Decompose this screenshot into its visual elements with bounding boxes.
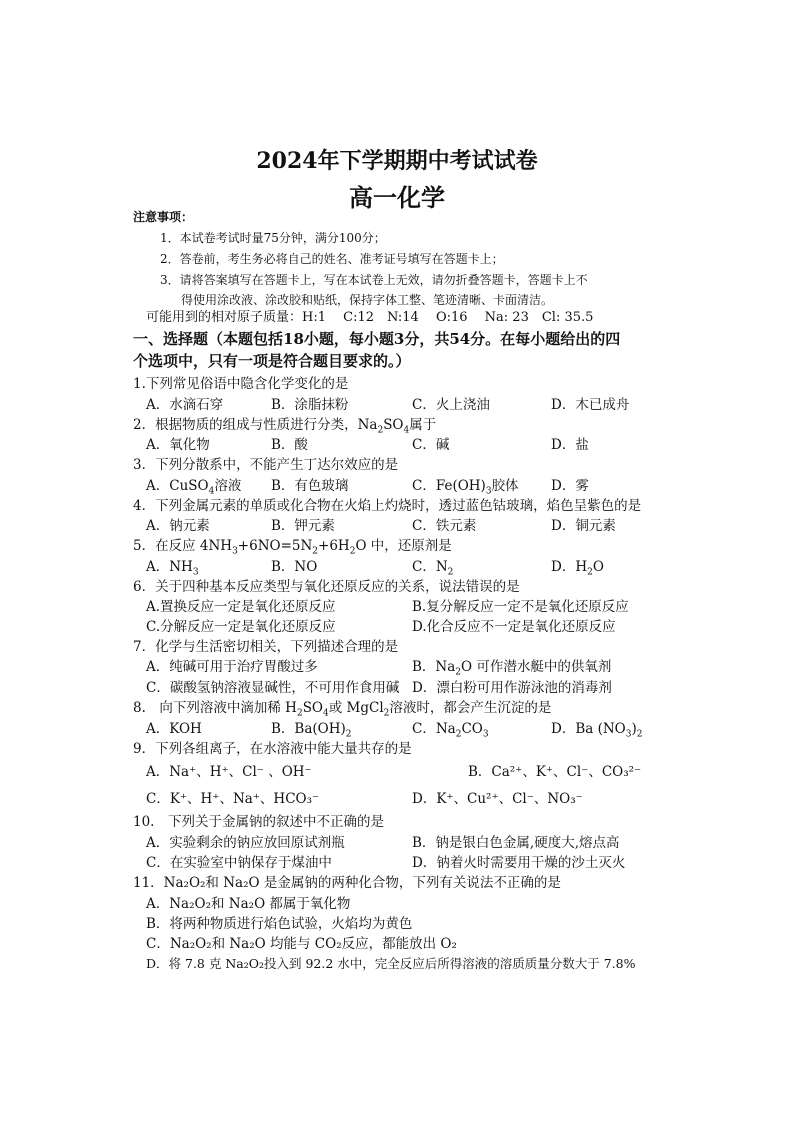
q9-option-a: A．Na⁺、H⁺、Cl⁻ 、OH⁻ xyxy=(146,764,312,780)
q3-option-b: B．有色玻璃 xyxy=(271,478,349,494)
q1-option-b: B．涂脂抹粉 xyxy=(271,397,349,413)
notice-item-2: 2．答卷前，考生务必将自己的姓名、准考证号填写在答题卡上； xyxy=(160,252,504,266)
q4-option-a: A．钠元素 xyxy=(146,518,210,534)
q5-option-d: D．$H_2O$ xyxy=(551,559,604,578)
q6-option-a: A.置换反应一定是氧化还原反应 xyxy=(146,599,336,615)
q3-stem: 3．下列分散系中，不能产生丁达尔效应的是 xyxy=(133,457,399,473)
exam-subject: 高一化学 xyxy=(349,183,445,212)
q5-stem: 5．在反应 $4NH_3+6NO=5N_2+6H_2O$ 中，还原剂是 xyxy=(133,538,452,557)
q4-option-b: B．钾元素 xyxy=(271,518,335,534)
q7-option-b: B．$Na_2O$ 可作潜水艇中的供氧剂 xyxy=(412,659,612,678)
q10-option-a: A．实验剩余的钠应放回原试剂瓶 xyxy=(146,835,345,851)
q6-option-d: D.化合反应不一定是氧化还原反应 xyxy=(412,619,616,635)
q11-option-c: C．Na₂O₂和 Na₂O 均能与 CO₂反应，都能放出 O₂ xyxy=(146,936,457,952)
q6-option-c: C.分解反应一定是氧化还原反应 xyxy=(146,619,336,635)
atomic-mass: 可能用到的相对原子质量：H:1 C:12 N:14 O:16 Na: 23 Cl: 35.5 xyxy=(146,310,594,325)
notice-label: 注意事项： xyxy=(133,210,194,224)
q3-option-d: D．雾 xyxy=(551,478,589,494)
q4-stem: 4．下列金属元素的单质或化合物在火焰上灼烧时，透过蓝色钴玻璃，焰色呈紫色的是 xyxy=(133,498,642,514)
q6-option-b: B.复分解反应一定不是氧化还原反应 xyxy=(412,599,629,615)
q3-option-c: C．$Fe(OH)_3$胶体 xyxy=(412,478,519,497)
q2-option-a: A．氧化物 xyxy=(146,437,210,453)
q8-option-b: B．$Ba(OH)_2$ xyxy=(271,721,352,740)
q9-option-b: B．Ca²⁺、K⁺、Cl⁻、CO₃²⁻ xyxy=(468,764,642,780)
q2-option-c: C．碱 xyxy=(412,437,450,453)
q2-option-d: D．盐 xyxy=(551,437,589,453)
q2-stem: 2．根据物质的组成与性质进行分类，$Na_2SO_4$属于 xyxy=(133,417,437,436)
q4-option-d: D．铜元素 xyxy=(551,518,616,534)
q1-option-c: C．火上浇油 xyxy=(412,397,490,413)
q9-option-d: D．K⁺、Cu²⁺、Cl⁻、NO₃⁻ xyxy=(412,791,583,807)
q11-stem: 11．Na₂O₂和 Na₂O 是金属钠的两种化合物，下列有关说法不正确的是 xyxy=(133,875,561,891)
q5-option-b: B．NO xyxy=(271,559,318,575)
exam-title: 2024年下学期期中考试试卷 xyxy=(256,148,538,174)
q9-stem: 9．下列各组离子，在水溶液中能大量共存的是 xyxy=(133,741,412,757)
q2-option-b: B．酸 xyxy=(271,437,308,453)
notice-item-3-cont: 得使用涂改液、涂改胶和贴纸，保持字体工整、笔迹清晰、卡面清洁。 xyxy=(181,293,554,307)
q11-option-a: A．Na₂O₂和 Na₂O 都属于氧化物 xyxy=(146,896,351,912)
q8-option-a: A．KOH xyxy=(146,721,202,737)
q5-option-c: C．$N_2$ xyxy=(412,559,454,578)
notice-item-3: 3．请将答案填写在答题卡上，写在本试卷上无效，请勿折叠答题卡，答题卡上不 xyxy=(160,273,588,287)
q11-option-d: D．将 7.8 克 Na₂O₂投入到 92.2 水中，完全反应后所得溶液的溶质质量分数大于 7.8% xyxy=(146,956,636,971)
q4-option-c: C．铁元素 xyxy=(412,518,477,534)
section1-heading-line2: 个选项中，只有一项是符合题目要求的。） xyxy=(133,352,411,370)
q9-option-c: C．K⁺、H⁺、Na⁺、HCO₃⁻ xyxy=(146,791,320,807)
q3-option-a: A．CuSO$_4$溶液 xyxy=(146,478,242,497)
q5-option-a: A．$NH_3$ xyxy=(146,559,199,578)
q10-option-d: D．钠着火时需要用干燥的沙土灭火 xyxy=(412,855,626,871)
q7-option-d: D．漂白粉可用作游泳池的消毒剂 xyxy=(412,680,612,696)
q8-stem: 8. 向下列溶液中滴加稀 $H_2SO_4$或 MgCl$_2$溶液时，都会产生沉淀的是 xyxy=(133,700,552,719)
q7-option-c: C．碳酸氢钠溶液显碱性，不可用作食用碱 xyxy=(146,680,400,696)
notice-item-1: 1．本试卷考试时量75分钟，满分100分； xyxy=(160,231,386,245)
q10-option-b: B．钠是银白色金属,硬度大,熔点高 xyxy=(412,835,620,851)
q7-option-a: A．纯碱可用于治疗胃酸过多 xyxy=(146,659,318,675)
q8-option-c: C．$Na_2CO_3$ xyxy=(412,721,489,740)
q6-stem: 6．关于四种基本反应类型与氧化还原反应的关系，说法错误的是 xyxy=(133,579,520,595)
q10-stem: 10. 下列关于金属钠的叙述中不正确的是 xyxy=(133,814,384,830)
section1-heading-line1: 一、选择题（本题包括18小题，每小题3分，共54分。在每小题给出的四 xyxy=(133,330,621,348)
q7-stem: 7．化学与生活密切相关，下列描述合理的是 xyxy=(133,639,399,655)
q1-option-d: D．木已成舟 xyxy=(551,397,630,413)
q8-option-d: D．Ba $(NO_3)_2$ xyxy=(551,721,643,740)
q10-option-c: C．在实验室中钠保存于煤油中 xyxy=(146,855,332,871)
q11-option-b: B．将两种物质进行焰色试验，火焰均为黄色 xyxy=(146,916,413,932)
q1-stem: 1.下列常见俗语中隐含化学变化的是 xyxy=(133,376,349,392)
q1-option-a: A．水滴石穿 xyxy=(146,397,224,413)
